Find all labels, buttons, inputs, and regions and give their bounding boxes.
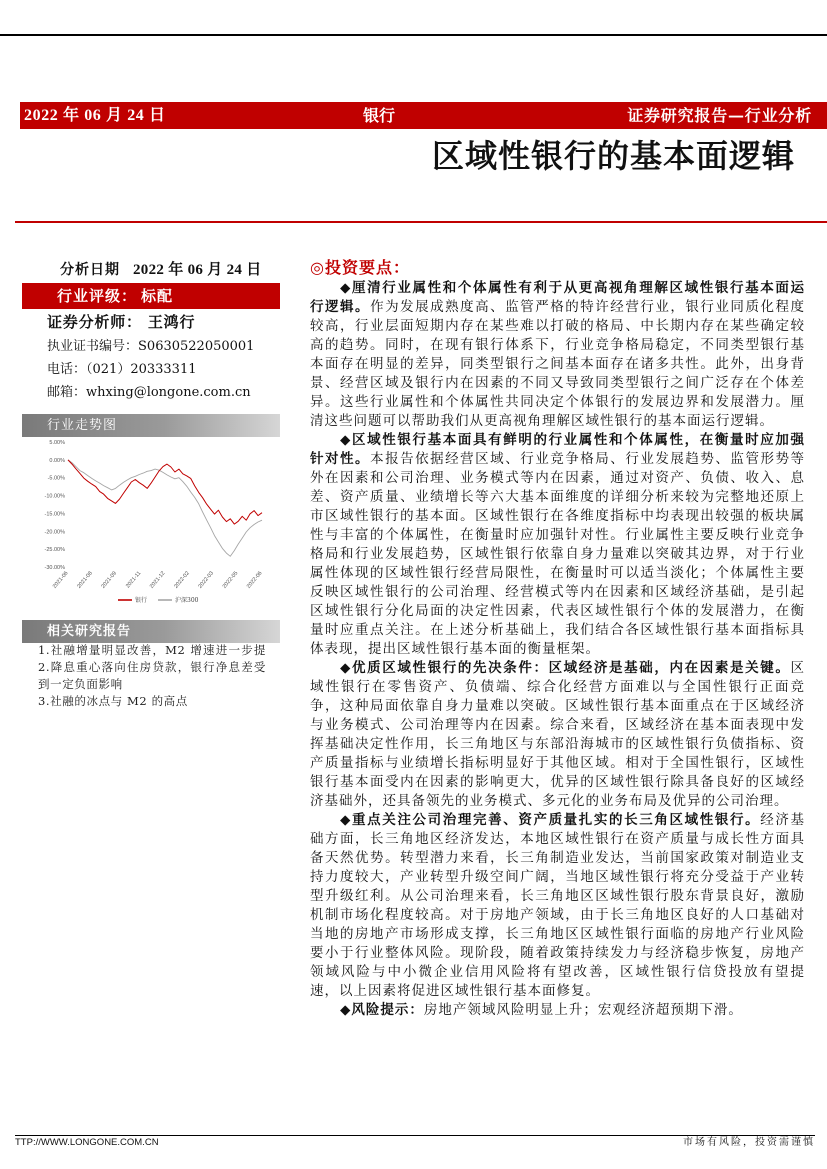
top-rule bbox=[0, 34, 827, 36]
related-reports-list bbox=[38, 642, 266, 710]
investment-highlights-body bbox=[310, 279, 805, 1020]
summary-line bbox=[310, 412, 805, 431]
footer-risk-disclaimer: 市场有风险，投资需谨慎 bbox=[683, 1137, 815, 1148]
summary-bold-text: ◆风险提示： bbox=[340, 1001, 424, 1018]
summary-text: 机制市场化程度较高。对于房地产领域，由于长三角地区良好的人口基础对 bbox=[310, 906, 805, 923]
summary-text: 型升级红利。从公司治理来看，长三角地区区域性银行股东背景良好，激励 bbox=[310, 887, 805, 904]
x-tick-label: 2022-06 bbox=[245, 570, 264, 590]
y-tick-label: -25.00% bbox=[44, 547, 65, 554]
summary-text: 性与丰富的个体属性，在衡量时应加强针对性。行业属性主要反映行业竞争 bbox=[310, 526, 805, 543]
summary-text: 本报告依据经营区域、行业竞争格局、行业发展趋势、监管形势等 bbox=[370, 450, 805, 467]
phone-value: （021）20333311 bbox=[86, 362, 197, 377]
summary-line bbox=[310, 488, 805, 507]
summary-text: 经济基 bbox=[760, 811, 805, 828]
summary-bold-text: ◆区域性银行基本面具有鲜明的行业属性和个体属性，在衡量时应加强 bbox=[340, 431, 805, 448]
related-reports-title: 相关研究报告 bbox=[47, 624, 132, 639]
legend-label: 银行 bbox=[135, 597, 148, 604]
x-tick-label: 2021-11 bbox=[125, 570, 143, 590]
summary-text: 作为发展成熟度高、监管严格的特许经营行业，银行业同质化程度 bbox=[370, 298, 805, 315]
summary-line bbox=[310, 716, 805, 735]
analyst-label: 证券分析师： bbox=[47, 313, 142, 331]
summary-text: 房地产领域风险明显上升；宏观经济超预期下滑。 bbox=[423, 1001, 743, 1018]
summary-line bbox=[310, 450, 805, 469]
summary-line bbox=[310, 982, 805, 1001]
summary-line bbox=[310, 640, 805, 659]
trend-chart-title: 行业走势图 bbox=[47, 418, 118, 433]
y-tick-label: -10.00% bbox=[44, 493, 65, 500]
summary-line bbox=[310, 773, 805, 792]
y-tick-label: 5.00% bbox=[49, 440, 65, 446]
summary-line bbox=[310, 507, 805, 526]
x-tick-label: 2022-02 bbox=[173, 570, 191, 590]
summary-text: 争，这种局面依靠自身力量难以突破。区域性银行基本面重点在于区域经济 bbox=[310, 697, 805, 714]
summary-text: 当地的房地产市场形成支撑，长三角地区区域性银行面临的房地产行业风险 bbox=[310, 925, 805, 942]
summary-bold-text: ◆重点关注公司治理完善、资产质量扎实的长三角区域性银行。 bbox=[340, 811, 761, 828]
summary-text: 区域性银行分化局面的决定性因素，代表区域性银行个体的发展潜力，在衡 bbox=[310, 602, 805, 619]
summary-text: 银行基本面受内在因素的影响更大，优异的区域性银行除具备良好的区域经 bbox=[310, 773, 805, 790]
summary-line bbox=[310, 963, 805, 982]
analysis-date-label: 分析日期 bbox=[60, 262, 120, 278]
phone-row bbox=[47, 360, 197, 380]
y-tick-label: -20.00% bbox=[44, 529, 65, 536]
summary-text: 济基础外，还具备领先的业务模式、多元化的业务布局及优异的公司治理。 bbox=[310, 792, 789, 809]
rating-label: 行业评级： bbox=[57, 287, 138, 305]
summary-text: 体表现，提出区域性银行基本面的衡量框架。 bbox=[310, 640, 600, 657]
y-tick-label: -15.00% bbox=[44, 511, 65, 518]
summary-bold-text: ◆优质区域性银行的先决条件：区域经济是基础，内在因素是关键。 bbox=[340, 659, 791, 676]
summary-bold-text: 行逻辑。 bbox=[310, 298, 371, 315]
summary-line bbox=[310, 374, 805, 393]
report-sector: 银行 bbox=[363, 106, 396, 125]
analyst-name: 王鸿行 bbox=[147, 313, 196, 331]
summary-text: 较高，行业层面短期内存在某些难以打破的格局、中长期内存在某些确定较 bbox=[310, 317, 805, 334]
summary-line bbox=[310, 830, 805, 849]
summary-line bbox=[310, 678, 805, 697]
summary-line bbox=[310, 849, 805, 868]
summary-line bbox=[310, 545, 805, 564]
y-tick-label: -5.00% bbox=[47, 475, 65, 482]
summary-text: 格局和行业发展趋势，区域性银行依靠自身力量难以突破其边界，对于行业 bbox=[310, 545, 805, 562]
summary-text: 差、资产质量、业绩增长等六大基本面维度的详细分析来较为完整地还原上 bbox=[310, 488, 805, 505]
summary-line bbox=[310, 393, 805, 412]
summary-line bbox=[310, 564, 805, 583]
summary-line bbox=[310, 944, 805, 963]
summary-text: 量时应重点关注。在上述分析基础上，我们结合各区域性银行基本面指标具 bbox=[310, 621, 805, 638]
summary-bold-text: ◆厘清行业属性和个体属性有利于从更高视角理解区域性银行基本面运 bbox=[340, 279, 805, 296]
legend-label: 沪深300 bbox=[175, 597, 199, 604]
summary-line bbox=[310, 621, 805, 640]
summary-line bbox=[310, 355, 805, 374]
related-reports-header bbox=[22, 620, 280, 643]
summary-text: 属性体现的区域性银行经营局限性，在衡量时可以适当淡化；个体属性主要 bbox=[310, 564, 805, 581]
related-report-item[interactable]: 1.社融增量明显改善，M2 增速进一步提 bbox=[38, 643, 266, 657]
email-label: 邮箱： bbox=[47, 385, 87, 400]
summary-line bbox=[310, 754, 805, 773]
y-tick-label: 0.00% bbox=[49, 457, 65, 464]
phone-label: 电话： bbox=[47, 362, 87, 377]
related-report-item-continued[interactable]: 到一定负面影响 bbox=[38, 677, 123, 691]
y-tick-label: -30.00% bbox=[44, 565, 65, 571]
summary-line bbox=[310, 906, 805, 925]
summary-text: 区 bbox=[790, 659, 805, 676]
email-row bbox=[47, 383, 251, 403]
summary-text: 速，以上因素将促进区域性银行基本面修复。 bbox=[310, 982, 600, 999]
summary-line bbox=[310, 431, 805, 450]
summary-text: 与业务模式、公司治理等内在因素。综合来看，区域经济在基本面表现中发 bbox=[310, 716, 805, 733]
series-line-1 bbox=[68, 460, 262, 556]
license-row bbox=[47, 337, 254, 357]
summary-text: 本面存在明显的差异，同类型银行之间基本面存在诸多共性。此外，出身背 bbox=[310, 355, 805, 372]
related-report-item[interactable]: 2.降息重心落向住房贷款，银行净息差受 bbox=[38, 660, 266, 674]
summary-line bbox=[310, 298, 805, 317]
investment-highlights-heading: ◎投资要点： bbox=[310, 258, 410, 277]
summary-text: 要小于行业整体风险。现阶段，随着政策持续发力与经济稳步恢复，房地产 bbox=[310, 944, 805, 961]
trend-chart-header bbox=[22, 414, 280, 437]
summary-text: 外在因素和公司治理、业务模式等内在因素，通过对资产、负债、收入、息 bbox=[310, 469, 805, 486]
report-date: 2022 年 06 月 24 日 bbox=[24, 107, 166, 124]
summary-text: 反映区域性银行的公司治理、经营模式等内在因素和区域经济基础，是引起 bbox=[310, 583, 805, 600]
email-link[interactable]: whxing@longone.com.cn bbox=[86, 385, 251, 400]
x-tick-label: 2022-05 bbox=[221, 570, 240, 590]
summary-line bbox=[310, 602, 805, 621]
summary-line bbox=[310, 697, 805, 716]
summary-line bbox=[310, 925, 805, 944]
summary-text: 持力度较大，产业转型升级空间广阔，当地区域性银行将充分受益于产业转 bbox=[310, 868, 805, 885]
analysis-date-value: 2022 年 06 月 24 日 bbox=[133, 262, 262, 278]
x-tick-label: 2021-06 bbox=[51, 570, 70, 590]
x-tick-label: 2021-09 bbox=[100, 570, 119, 590]
report-type: 证券研究报告—行业分析 bbox=[627, 106, 812, 125]
x-tick-label: 2021-12 bbox=[148, 570, 167, 590]
trend-chart bbox=[22, 437, 280, 612]
summary-text: 高的趋势。同时，在现有银行体系下，行业竞争格局稳定，不同类型银行基 bbox=[310, 336, 805, 353]
industry-rating-bar bbox=[22, 283, 280, 309]
summary-text: 异。这些行业属性和个体属性共同决定个体银行的发展边界和发展潜力。厘 bbox=[310, 393, 805, 410]
summary-bold-text: 针对性。 bbox=[310, 450, 371, 467]
summary-text: 础方面，长三角地区经济发达，本地区域性银行在资产质量与成长性方面具 bbox=[310, 830, 805, 847]
summary-line bbox=[310, 526, 805, 545]
license-value: S0630522050001 bbox=[138, 339, 255, 354]
summary-line bbox=[310, 469, 805, 488]
summary-text: 域性银行在零售资产、负债端、综合化经营方面难以与全国性银行正面竞 bbox=[310, 678, 805, 695]
summary-line bbox=[310, 1001, 805, 1020]
summary-text: 清这些问题可以帮助我们从更高视角理解区域性银行的基本面运行逻辑。 bbox=[310, 412, 774, 429]
related-report-item[interactable]: 3.社融的冰点与 M2 的高点 bbox=[38, 694, 188, 708]
title-divider bbox=[15, 221, 827, 223]
summary-line bbox=[310, 887, 805, 906]
summary-text: 领域风险与中小微企业信用风险将有望改善，区域性银行信贷投放有望提 bbox=[310, 963, 805, 980]
summary-line bbox=[310, 868, 805, 887]
summary-line bbox=[310, 735, 805, 754]
summary-text: 备天然优势。转型潜力来看，长三角制造业发达，当前国家政策对制造业支 bbox=[310, 849, 805, 866]
summary-text: 产质量指标与业绩增长指标明显好于其他区域。相对于全国性银行，区域性 bbox=[310, 754, 805, 771]
report-title: 区域性银行的基本面逻辑 bbox=[431, 137, 795, 175]
summary-text: 景、经营区域及银行内在因素的不同又导致同类型银行之间广泛存在个体差 bbox=[310, 374, 805, 391]
series-line-0 bbox=[68, 460, 262, 524]
summary-line bbox=[310, 279, 805, 298]
summary-line bbox=[310, 583, 805, 602]
x-tick-label: 2022-03 bbox=[197, 570, 216, 590]
summary-text: 挥基础决定性作用，长三角地区与东部沿海城市的区域性银行负债指标、资 bbox=[310, 735, 805, 752]
summary-line bbox=[310, 792, 805, 811]
summary-text: 市区域性银行的基本面。区域性银行在各维度指标中均表现出较强的板块属 bbox=[310, 507, 805, 524]
summary-line bbox=[310, 811, 805, 830]
footer-website-link[interactable]: TTP://WWW.LONGONE.COM.CN bbox=[15, 1137, 159, 1148]
summary-line bbox=[310, 317, 805, 336]
rating-value: 标配 bbox=[141, 287, 174, 305]
x-tick-label: 2021-08 bbox=[76, 570, 94, 590]
summary-line bbox=[310, 336, 805, 355]
license-label: 执业证书编号： bbox=[47, 339, 139, 354]
header-bar bbox=[20, 102, 827, 129]
summary-line bbox=[310, 659, 805, 678]
analyst-row bbox=[47, 312, 195, 332]
